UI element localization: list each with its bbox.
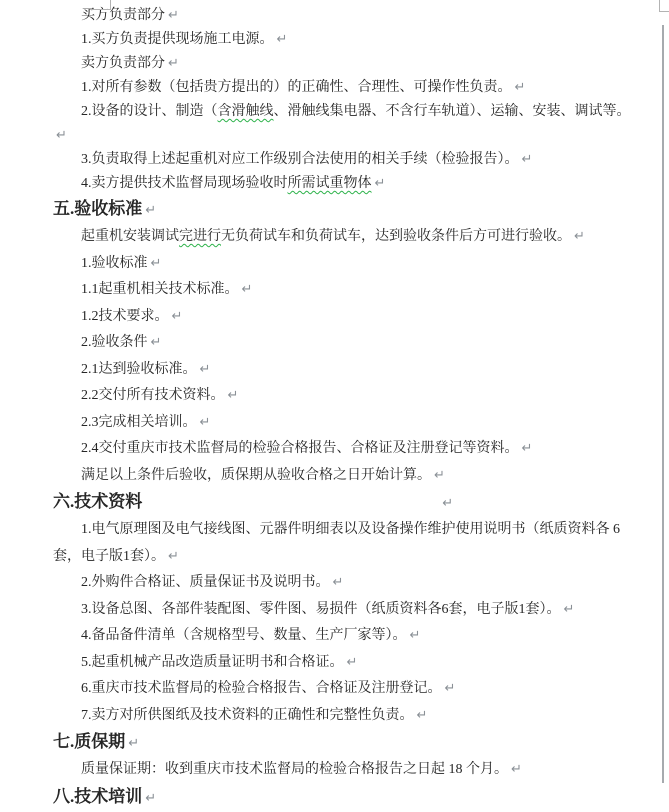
paragraph bbox=[53, 172, 635, 196]
text-run: 7.卖方对所供图纸及技术资料的正确性和完整性负责。 bbox=[81, 707, 414, 723]
paragraph bbox=[53, 544, 635, 571]
text-run: 2.3完成相关培训。 bbox=[81, 414, 197, 430]
paragraph bbox=[53, 623, 635, 650]
paragraph bbox=[53, 463, 635, 490]
pilcrow-mark-icon: ↵ bbox=[199, 414, 211, 430]
pilcrow-mark-icon: ↵ bbox=[521, 152, 533, 167]
paragraph bbox=[53, 676, 635, 703]
text-run: 买方负责部分 bbox=[81, 8, 165, 23]
text-run: 起重机安装调试 bbox=[81, 229, 179, 244]
text-run: 6.重庆市技术监督局的检验合格报告、合格证及注册登记。 bbox=[81, 681, 442, 696]
text-run: 5.起重机械产品改造质量证明书和合格证。 bbox=[81, 654, 344, 670]
paragraph bbox=[53, 517, 635, 544]
pilcrow-mark-icon: ↵ bbox=[56, 128, 67, 143]
spellcheck-squiggle-text: 所需试重物体 bbox=[287, 176, 372, 191]
text-run: 4.备品备件清单（含规格型号、数量、生产厂家等）。 bbox=[81, 628, 407, 643]
text-run: 卖方负责部分 bbox=[81, 56, 165, 71]
document-edit-area[interactable] bbox=[53, 4, 635, 812]
pilcrow-mark-icon: ↵ bbox=[434, 467, 445, 483]
pilcrow-mark-icon: ↵ bbox=[145, 790, 157, 806]
text-run: 1.验收标准 bbox=[81, 255, 148, 271]
pilcrow-mark-icon: ↵ bbox=[416, 707, 428, 723]
paragraph bbox=[53, 436, 635, 463]
spellcheck-squiggle-text: 完进行 bbox=[179, 229, 221, 244]
paragraph bbox=[53, 251, 635, 278]
page-edge-line bbox=[662, 25, 664, 783]
paragraph bbox=[53, 703, 635, 730]
pilcrow-mark-icon: ↵ bbox=[511, 762, 522, 777]
pilcrow-mark-icon: ↵ bbox=[346, 654, 358, 670]
pilcrow-mark-icon: ↵ bbox=[563, 601, 575, 617]
text-run: 、滑触线集电器、不含行车轨道）、运输、安装、调试等。 bbox=[273, 104, 631, 119]
paragraph bbox=[53, 410, 635, 437]
paragraph bbox=[53, 357, 635, 384]
pilcrow-mark-icon: ↵ bbox=[168, 548, 179, 564]
pilcrow-mark-icon: ↵ bbox=[150, 335, 162, 350]
section-heading bbox=[53, 729, 635, 757]
paragraph bbox=[53, 4, 635, 28]
text-run: 六.技术资料 bbox=[53, 492, 143, 511]
pilcrow-mark-icon: ↵ bbox=[276, 32, 288, 47]
pilcrow-mark-icon: ↵ bbox=[374, 176, 386, 191]
paragraph bbox=[53, 277, 635, 304]
paragraph bbox=[53, 757, 635, 784]
text-run: 质量保证期：收到重庆市技术监督局的检验合格报告之日起 18 个月。 bbox=[81, 762, 508, 777]
pilcrow-mark-icon: ↵ bbox=[168, 56, 179, 71]
section-heading bbox=[53, 784, 635, 812]
text-boundary-corner-left-icon bbox=[90, 0, 111, 10]
paragraph bbox=[53, 304, 635, 331]
pilcrow-mark-icon: ↵ bbox=[444, 681, 456, 696]
text-run: 4.卖方提供技术监督局现场验收时 bbox=[81, 176, 288, 191]
text-run: 2.外购件合格证、质量保证书及说明书。 bbox=[81, 575, 330, 590]
text-run: 1.电气原理图及电气接线图、元器件明细表以及设备操作维护使用说明书（纸质资料各 6 bbox=[81, 522, 620, 537]
pilcrow-mark-icon: ↵ bbox=[442, 496, 454, 511]
text-run: 2.4交付重庆市技术监督局的检验合格报告、合格证及注册登记等资料。 bbox=[81, 441, 519, 456]
pilcrow-mark-icon: ↵ bbox=[168, 8, 179, 23]
text-run: 2.设备的设计、制造（ bbox=[81, 104, 218, 119]
pilcrow-mark-icon: ↵ bbox=[514, 80, 526, 95]
text-run: 2.验收条件 bbox=[81, 335, 148, 350]
text-run: 七.质保期 bbox=[53, 732, 126, 751]
pilcrow-mark-icon: ↵ bbox=[150, 255, 162, 271]
pilcrow-mark-icon: ↵ bbox=[409, 628, 421, 643]
text-run: 1.对所有参数（包括贵方提出的）的正确性、合理性、可操作性负责。 bbox=[81, 80, 512, 95]
text-run: 1.2技术要求。 bbox=[81, 308, 169, 324]
paragraph bbox=[53, 100, 635, 148]
paragraph bbox=[53, 597, 635, 624]
text-run: 2.2交付所有技术资料。 bbox=[81, 388, 225, 403]
text-boundary-corner-right-icon bbox=[659, 0, 669, 12]
text-run: 套，电子版1套）。 bbox=[53, 548, 165, 564]
text-run: 1.1起重机相关技术标准。 bbox=[81, 282, 239, 297]
pilcrow-mark-icon: ↵ bbox=[145, 203, 157, 218]
text-run: 3.设备总图、各部件装配图、零件图、易损件（纸质资料各6套，电子版1套）。 bbox=[81, 601, 561, 617]
text-run: 无负荷试车和负荷试车，达到验收条件后方可进行验收。 bbox=[221, 229, 571, 244]
text-run: 五.验收标准 bbox=[53, 199, 143, 218]
paragraph bbox=[53, 224, 635, 251]
pilcrow-mark-icon: ↵ bbox=[332, 575, 344, 590]
pilcrow-mark-icon: ↵ bbox=[171, 308, 183, 324]
paragraph bbox=[53, 330, 635, 357]
pilcrow-mark-icon: ↵ bbox=[574, 229, 585, 244]
pilcrow-mark-icon: ↵ bbox=[128, 736, 140, 751]
paragraph bbox=[53, 148, 635, 172]
text-run: 1.买方负责提供现场施工电源。 bbox=[81, 32, 274, 47]
section-heading bbox=[53, 489, 635, 517]
pilcrow-mark-icon: ↵ bbox=[199, 361, 211, 377]
paragraph bbox=[53, 52, 635, 76]
pilcrow-mark-icon: ↵ bbox=[241, 282, 253, 297]
spellcheck-squiggle-text: 含滑触线 bbox=[217, 104, 274, 119]
paragraph bbox=[53, 570, 635, 597]
text-run: 八.技术培训 bbox=[53, 786, 143, 806]
text-run: 2.1达到验收标准。 bbox=[81, 361, 197, 377]
paragraph bbox=[53, 28, 635, 52]
text-run: 3.负责取得上述起重机对应工作级别合法使用的相关手续（检验报告）。 bbox=[81, 152, 519, 167]
paragraph bbox=[53, 383, 635, 410]
pilcrow-mark-icon: ↵ bbox=[521, 441, 533, 456]
paragraph bbox=[53, 650, 635, 677]
pilcrow-mark-icon: ↵ bbox=[227, 388, 239, 403]
text-run: 满足以上条件后验收，质保期从验收合格之日开始计算。 bbox=[81, 467, 431, 483]
section-heading bbox=[53, 196, 635, 224]
paragraph bbox=[53, 76, 635, 100]
